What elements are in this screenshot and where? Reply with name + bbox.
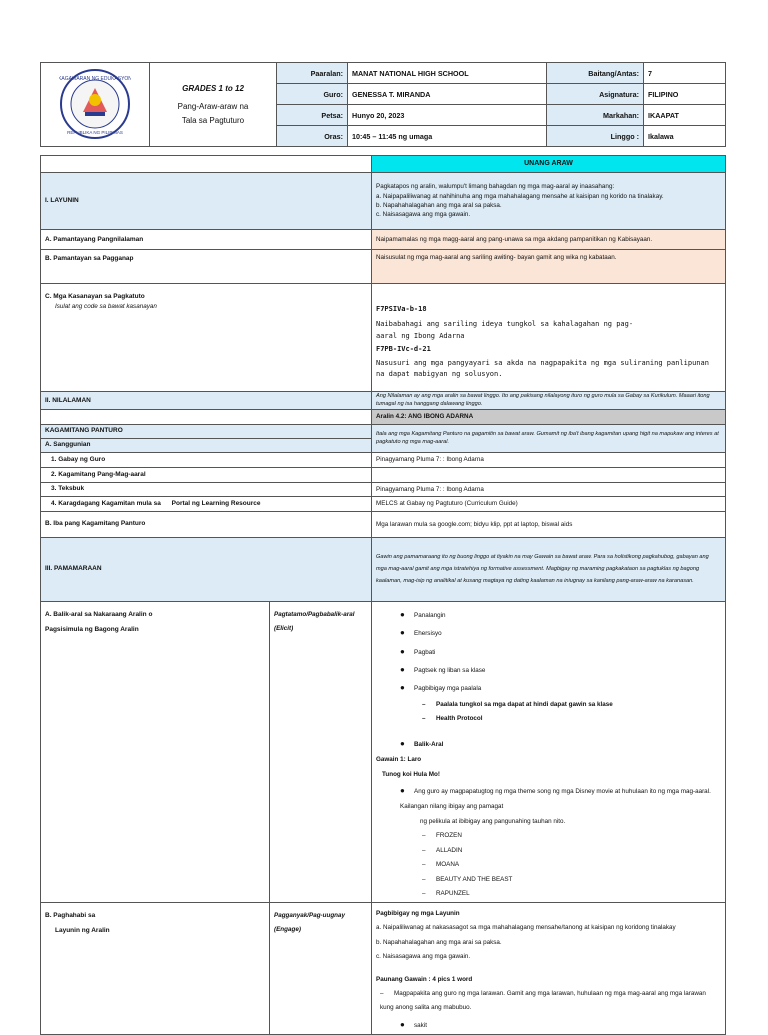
- balik-aral-item: ● Balik-Aral: [376, 735, 721, 753]
- markahan-value: IKAAPAT: [644, 105, 726, 126]
- logo-cell: [41, 63, 150, 147]
- bullet-icon: ●: [400, 738, 405, 748]
- layunin-line: b. Napahahalagahan ang mga aral sa paksa.: [376, 202, 502, 209]
- lesson-table: [40, 155, 726, 1035]
- kasanayan-label: C. Mga Kasanayan sa Pagkatuto: [45, 293, 145, 300]
- dash-icon: –: [380, 990, 384, 998]
- paunang-item: – Magpapakita ang guro ng mga larawan. Gamit ang mga larawan, huhulaan ng mga mag-aaral ang mga larawan kung anong salita ang mabubuo.: [376, 987, 721, 1016]
- movie-item: – ALLADIN: [376, 844, 721, 858]
- dash-icon: –: [422, 700, 426, 708]
- bullet-icon: ●: [400, 786, 405, 795]
- deped-seal-icon: [59, 68, 131, 140]
- title-cell: [150, 63, 277, 147]
- petsa-value: Hunyo 20, 2023: [348, 105, 547, 126]
- engage-cell: [270, 902, 372, 1035]
- pangnilalaman-label: A. Pamantayang Pangnilalaman: [41, 230, 372, 250]
- karagdagan-label: 4. Karagdagang Kagamitan mula sa Portal ng Learning Resource: [41, 496, 372, 511]
- engage-phase-a: Pagganyak/Pag-uugnay: [274, 911, 346, 919]
- guro-label: Guro:: [277, 84, 348, 105]
- gawain-sub: Tunog koi Hula Mo!: [382, 770, 440, 778]
- teksbuk-text: Pinagyamang Pluma 7: : Ibong Adarna: [372, 482, 726, 496]
- dash-icon: –: [422, 832, 426, 840]
- bullet-icon: ●: [400, 609, 405, 619]
- balik-aral-content: [372, 601, 726, 902]
- kasanayan-sublabel: Isulat ang code sa bawat kasanayan: [55, 302, 157, 310]
- petsa-label: Petsa:: [277, 105, 348, 126]
- layunin-line: Pagkatapos ng aralin, walumpu't limang bahagdan ng mga mag-aaral ay inaasahang:: [376, 183, 615, 191]
- seal-text-bottom: REPUBLIKA NG PILIPINAS: [67, 129, 123, 135]
- kasanayan-text-2: Nasusuri ang mga pangyayari sa akda na nagpapakita ng mga suliraning panlipunan na dapat mabigyan ng solusyon.: [376, 359, 709, 378]
- paaralan-value: MANAT NATIONAL HIGH SCHOOL: [348, 63, 547, 84]
- bullet-icon: ●: [400, 1019, 405, 1029]
- layunin-line: c. Naisasagawa ang mga gawain.: [376, 211, 471, 219]
- kasanayan-cell: [41, 284, 372, 392]
- layunin-content: [372, 173, 726, 230]
- title-line3: Tala sa Pagtuturo: [181, 116, 245, 125]
- nilalaman-label: II. NILALAMAN: [41, 392, 372, 410]
- sub-item: – Paalala tungkol sa mga dapat at hindi dapat gawin sa klase: [376, 698, 721, 712]
- guro-value: GENESSA T. MIRANDA: [348, 84, 547, 105]
- markahan-label: Markahan:: [547, 105, 644, 126]
- oras-value: 10:45 – 11:45 ng umaga: [348, 126, 547, 147]
- nilalaman-text: Ang Nilalaman ay ang mga aralin sa bawat linggo. Ito ang pakisang nilalayong ituro ng guro mula sa Gabay sa Kurikulum. Maaari itong tumagal ng isa hanggang dalawang linggo.: [372, 392, 726, 410]
- balik-aral-label-a: A. Balik-aral sa Nakaraang Aralin o: [45, 610, 153, 618]
- pagganap-label: B. Pamantayan sa Pagganap: [41, 250, 372, 284]
- bullet-item: ● Pagbibigay mga paalala: [376, 679, 721, 697]
- paghahabi-line: a. Naipaliliwanag at nakasasagot sa mga mahahalagang mensahe/tanong at kaisipan ng koridong tinalakay: [376, 924, 676, 932]
- dash-icon: –: [422, 861, 426, 869]
- kasanayan-text-1a: Naibabahagi ang sariling ideya tungkol sa kahalagahan ng pag-: [376, 319, 634, 328]
- pangnilalaman-text: Naipamamalas ng mga magg-aaral ang pang-unawa sa mga akdang pampanitikan ng Kabisayaan.: [372, 230, 726, 250]
- dash-icon: –: [422, 875, 426, 883]
- movie-item: – MOANA: [376, 858, 721, 872]
- layunin-label: I. LAYUNIN: [41, 173, 372, 230]
- gawain-title: Gawain 1: Laro: [376, 756, 422, 764]
- elicit-phase-b: (Elicit): [274, 625, 294, 633]
- paghahabi-title: Pagbibigay ng mga Layunin: [376, 909, 460, 917]
- sanggunian-label: A. Sanggunian: [41, 438, 372, 452]
- kasanayan-content: [372, 284, 726, 392]
- kagamitan-text: Itala ang mga Kagamitang Panturo na gagamitin sa bawat araw. Gumamit ng iba't ibang kagamitan upang higit na mapukaw ang interes at pagkatuto ng mga mag-aaral.: [372, 424, 726, 452]
- sub-item: – Health Protocol: [376, 712, 721, 726]
- bullet-icon: ●: [400, 646, 405, 656]
- bullet-item: ● Pagbati: [376, 643, 721, 661]
- dash-icon: –: [422, 715, 426, 723]
- iba-pa-text: Mga larawan mula sa google.com; bidyu klip, ppt at laptop, biswal aids: [372, 511, 726, 537]
- gawain-text-b: ng pelikula at ibibigay ang pangunahing tauhan nito.: [420, 817, 566, 825]
- gabay-text: Pinagyamang Pluma 7: : Ibong Adarna: [372, 452, 726, 467]
- title-line2: Pang-Araw-araw na: [177, 102, 249, 111]
- code-2: F7PB-IVc-d-21: [376, 344, 431, 353]
- bullet-icon: ●: [400, 628, 405, 638]
- kagamitan-label: KAGAMITANG PANTURO: [41, 424, 372, 438]
- blank-corner: [41, 156, 372, 173]
- bullet-item: ● Pagtsek ng liban sa klase: [376, 661, 721, 679]
- blank-cell: [41, 409, 372, 424]
- baitang-value: 7: [644, 63, 726, 84]
- day-header: UNANG ARAW: [372, 156, 726, 173]
- pagganap-text: Naisusulat ng mga mag-aaral ang sariling awiting- bayan gamit ang wika ng kabataan.: [372, 250, 726, 284]
- pamamaraan-text: Gawin ang pamamaraang ito ng buong linggo at tiyakin na may Gawain sa bawat araw. Para sa holistikong pagkahubog, gabayan ang mga mag-aaral gamit ang mga istratehiya ng formative assessment. Magbigay ng maraming pagkakataon sa pagtuklas ng bagong kaalaman, mag-isip ng analitikal at kusang magtaya ng dating kaalaman na iniugnay sa kanilang pang-araw-araw na karanasan.: [372, 537, 726, 601]
- elicit-phase-a: Pagtatamo/Pagbabalik-aral: [274, 610, 355, 618]
- aralin-title: Aralin 4.2: ANG IBONG ADARNA: [372, 409, 726, 424]
- gabay-label: 1. Gabay ng Guro: [41, 452, 372, 467]
- header-table: [40, 62, 726, 147]
- paghahabi-line: b. Napahahalagahan ang mga arai sa paksa.: [376, 938, 502, 946]
- asignatura-label: Asignatura:: [547, 84, 644, 105]
- baitang-label: Baitang/Antas:: [547, 63, 644, 84]
- iba-pa-label: B. Iba pang Kagamitang Panturo: [41, 511, 372, 537]
- bullet-item: ● Panalangin: [376, 606, 721, 624]
- movie-item: – RAPUNZEL: [376, 887, 721, 901]
- bullet-icon: ●: [400, 664, 405, 674]
- asignatura-value: FILIPINO: [644, 84, 726, 105]
- grades-title: GRADES 1 to 12: [182, 84, 244, 93]
- paghahabi-label-b: Layunin ng Aralin: [55, 926, 110, 934]
- bullet-item: ● Ehersisyo: [376, 624, 721, 642]
- teksbuk-label: 3. Teksbuk: [41, 482, 372, 496]
- pang-mag-aaral-label: 2. Kagamitang Pang-Mag-aaral: [41, 467, 372, 482]
- bullet-item: ● sakit: [376, 1016, 721, 1034]
- pang-mag-aaral-text: [372, 467, 726, 482]
- dash-icon: –: [422, 890, 426, 898]
- linggo-label: Linggo :: [547, 126, 644, 147]
- dash-icon: –: [422, 846, 426, 854]
- gawain-text: ● Ang guro ay magpapatugtog ng mga theme song ng mga Disney movie at huhulaan ito ng mga mag-aaral. Kailangan nilang ibigay ang pamagat: [376, 782, 721, 815]
- paaralan-label: Paaralan:: [277, 63, 348, 84]
- movie-item: – BEAUTY AND THE BEAST: [376, 873, 721, 887]
- pamamaraan-label: III. PAMAMARAAN: [41, 537, 372, 601]
- layunin-line: a. Naipapaliliwanag at nahihinuha ang mga mahahalagang mensahe at kaisipan ng korido na tinalakay.: [376, 192, 664, 200]
- paunang-title: Paunang Gawain : 4 pics 1 word: [376, 975, 473, 983]
- code-1: F7PSIVa-b-18: [376, 305, 427, 313]
- linggo-value: Ikalawa: [644, 126, 726, 147]
- karagdagan-text: MELCS at Gabay ng Pagtuturo (Curriculum Guide): [372, 496, 726, 511]
- kasanayan-text-1b: aaral ng Ibong Adarna: [376, 332, 465, 340]
- elicit-cell: [270, 601, 372, 902]
- seal-text-top: KAGAWARAN NG EDUKASYON: [59, 75, 131, 82]
- balik-aral-label-cell: [41, 601, 270, 902]
- paghahabi-label-a: B. Paghahabi sa: [45, 911, 96, 919]
- balik-aral-label-b: Pagsisimula ng Bagong Aralin: [45, 625, 139, 633]
- paghahabi-line: c. Naisasagawa ang mga gawain.: [376, 953, 471, 961]
- oras-label: Oras:: [277, 126, 348, 147]
- paghahabi-content: [372, 902, 726, 1035]
- paghahabi-label-cell: [41, 902, 270, 1035]
- engage-phase-b: (Engage): [274, 926, 301, 934]
- movie-item: – FROZEN: [376, 829, 721, 843]
- bullet-icon: ●: [400, 683, 405, 693]
